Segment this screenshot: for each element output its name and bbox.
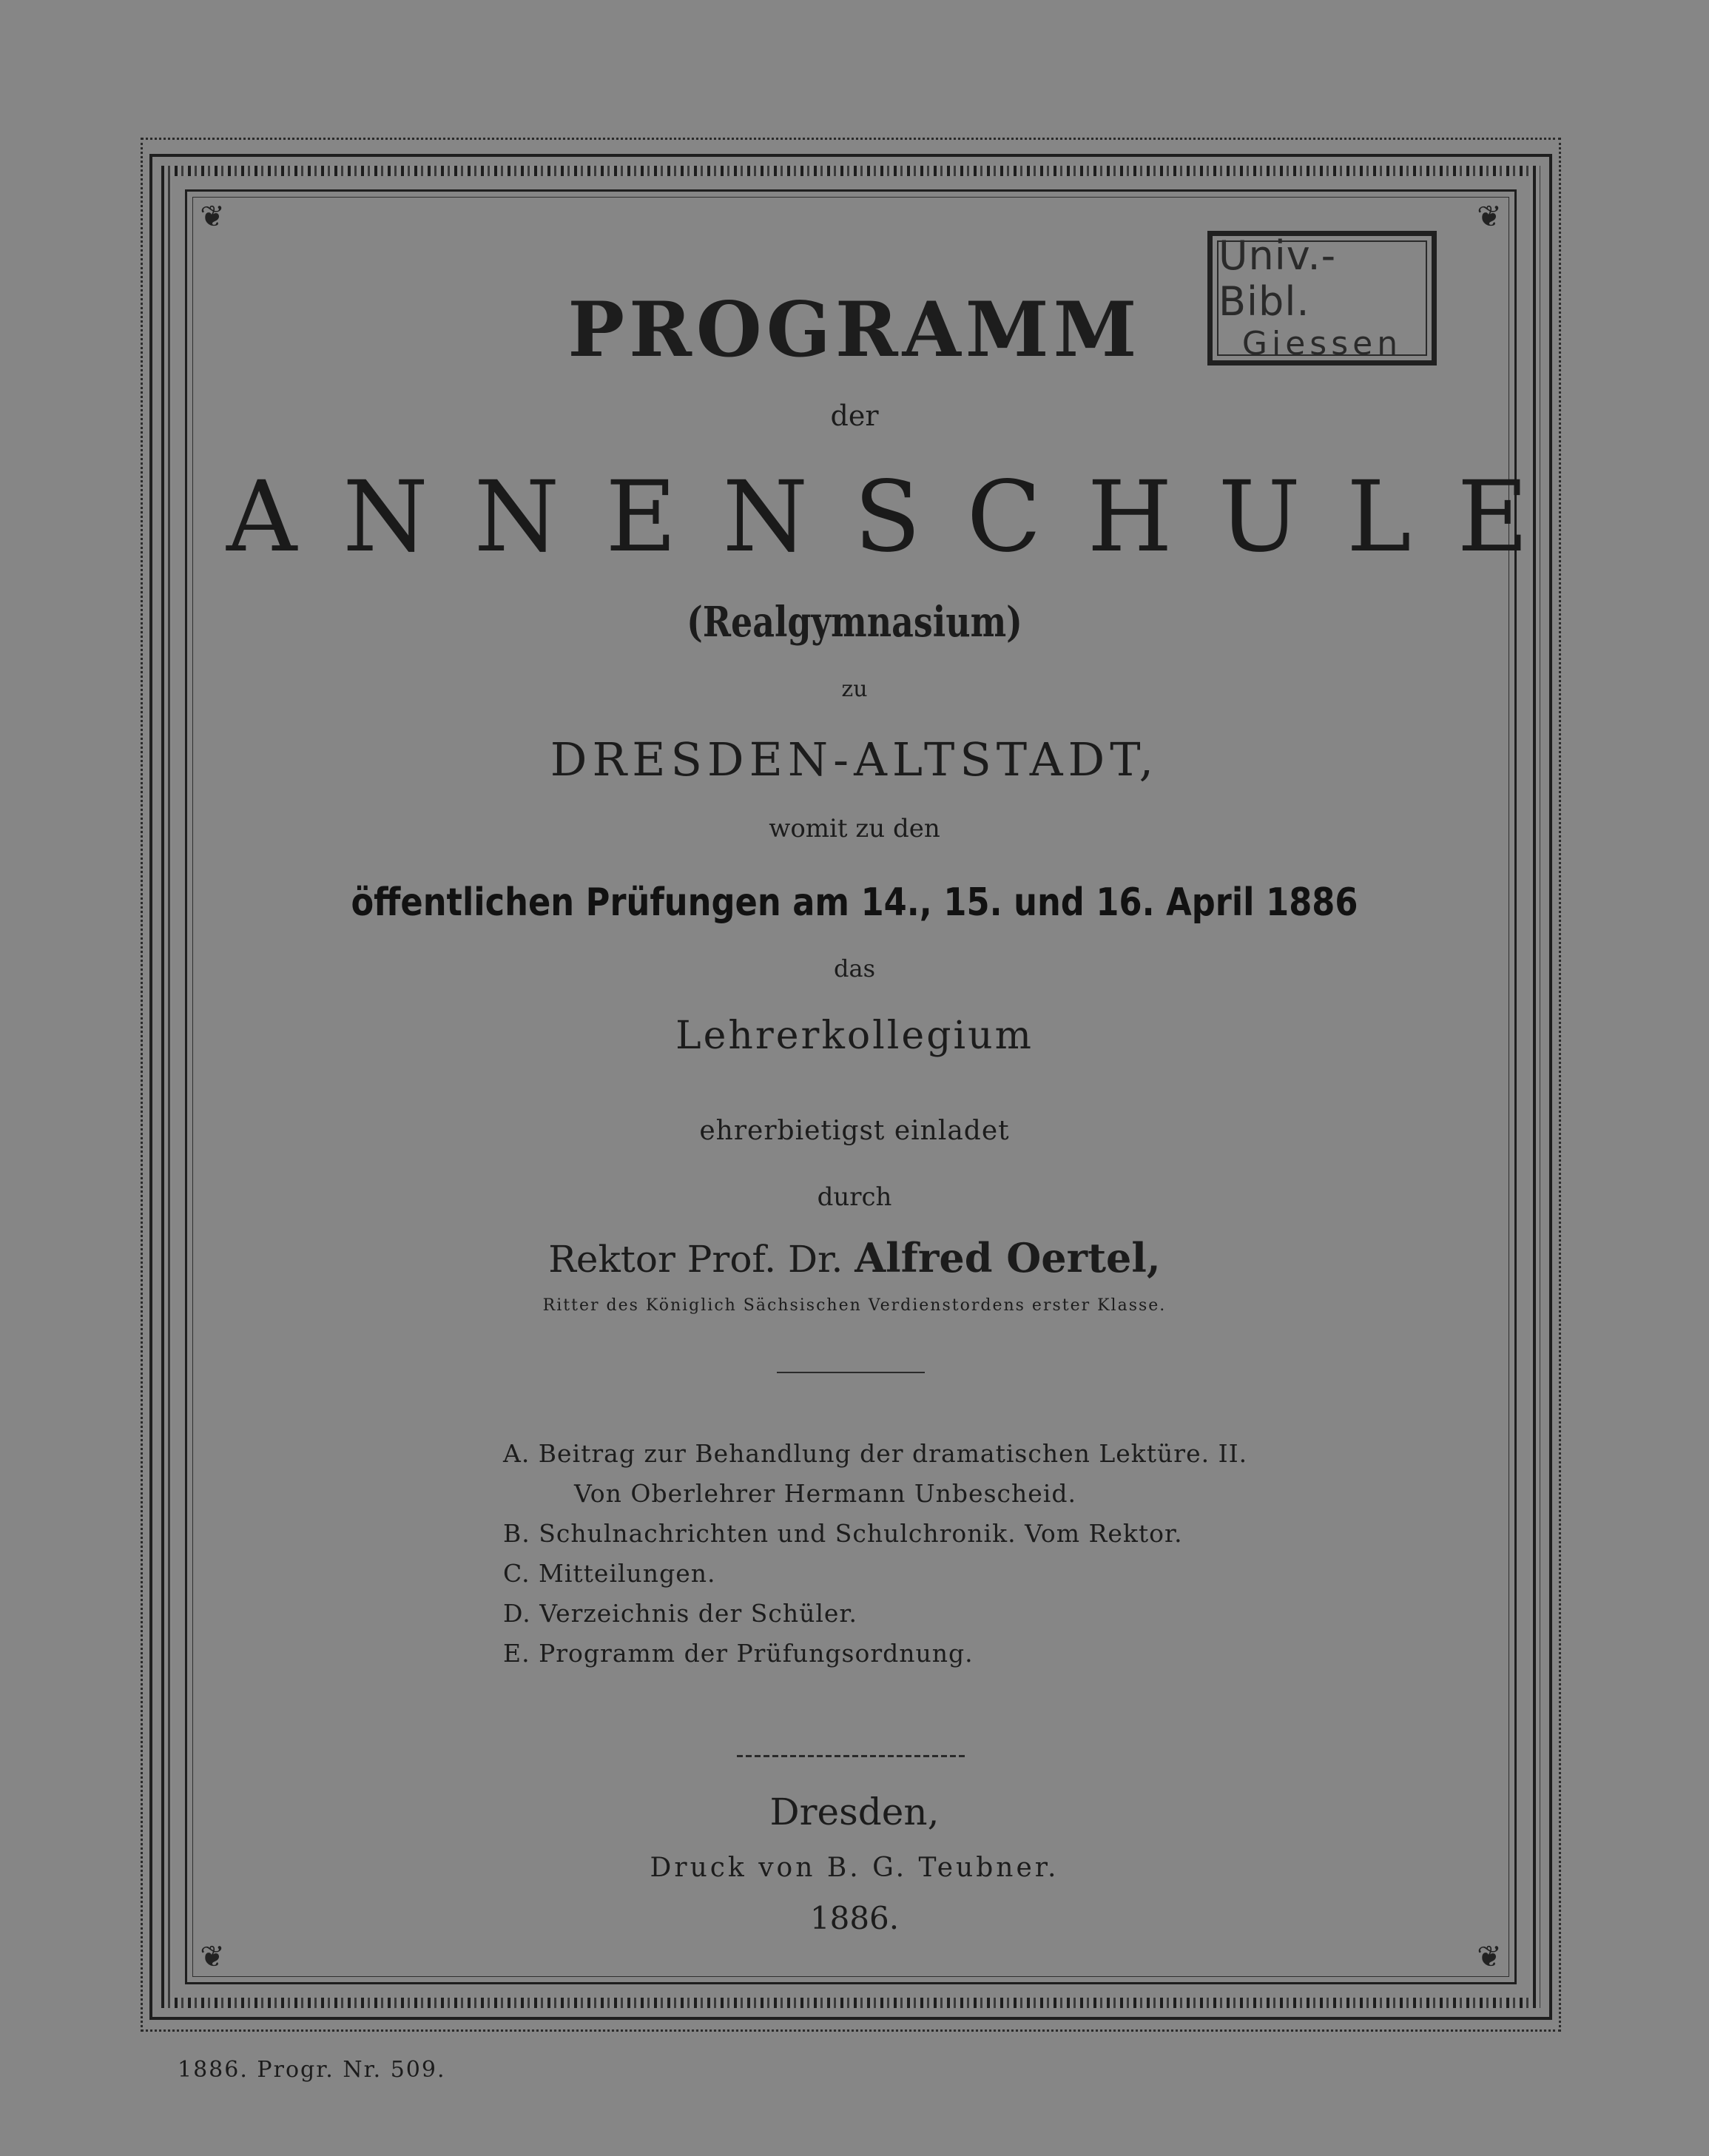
contents-item: E. Programm der Prüfungsordnung. (503, 1639, 974, 1668)
wavy-divider (737, 1755, 966, 1757)
stamp-line-1: Univ.-Bibl. (1218, 232, 1337, 325)
table-of-contents (503, 1434, 1247, 1674)
title-das: das (834, 954, 875, 983)
imprint-place: Dresden, (769, 1791, 940, 1833)
ornamental-frame (149, 154, 1552, 2020)
contents-item: C. Mitteilungen. (503, 1559, 716, 1588)
contents-item: B. Schulnachrichten und Schulchronik. Vom Rektor. (503, 1519, 1183, 1548)
rector-line (0, 1234, 1709, 1281)
footer-program-number: 1886. Progr. Nr. 509. (178, 2057, 446, 2083)
faculty-title: Lehrerkollegium (675, 1014, 1034, 1058)
title-programm: PROGRAMM (567, 286, 1142, 374)
invitation-text: ehrerbietigst einladet (699, 1116, 1010, 1146)
rector-prefix: Rektor Prof. Dr. (548, 1238, 843, 1281)
corner-ornament-icon: ❦ (200, 200, 225, 234)
stamp-line-2: Giessen (1241, 325, 1403, 363)
contents-item: Von Oberlehrer Hermann Unbescheid. (574, 1479, 1076, 1508)
contents-item: A. Beitrag zur Behandlung der dramatischen Lektüre. II. (503, 1439, 1248, 1468)
corner-ornament-icon: ❦ (1477, 200, 1502, 234)
imprint-year: 1886. (809, 1900, 900, 1936)
rector-honor: Ritter des Königlich Sächsischen Verdienstordens erster Klasse. (542, 1296, 1167, 1315)
corner-ornament-icon: ❦ (200, 1940, 225, 1974)
corner-ornament-icon: ❦ (1477, 1940, 1502, 1974)
divider-rule (777, 1372, 925, 1373)
title-der: der (830, 400, 879, 432)
contents-item: D. Verzeichnis der Schüler. (503, 1599, 858, 1628)
imprint-printer: Druck von B. G. Teubner. (650, 1853, 1059, 1883)
rector-name: Alfred Oertel, (854, 1234, 1161, 1281)
school-type: (Realgymnasium) (687, 598, 1022, 647)
title-womit: womit zu den (769, 814, 940, 843)
city-name: DRESDEN-ALTSTADT, (550, 732, 1159, 786)
title-zu: zu (841, 676, 868, 702)
title-durch: durch (817, 1182, 892, 1212)
school-name: ANNENSCHULE (226, 460, 1574, 574)
exam-dates: öffentlichen Prüfungen am 14., 15. und 16. April 1886 (351, 880, 1358, 925)
